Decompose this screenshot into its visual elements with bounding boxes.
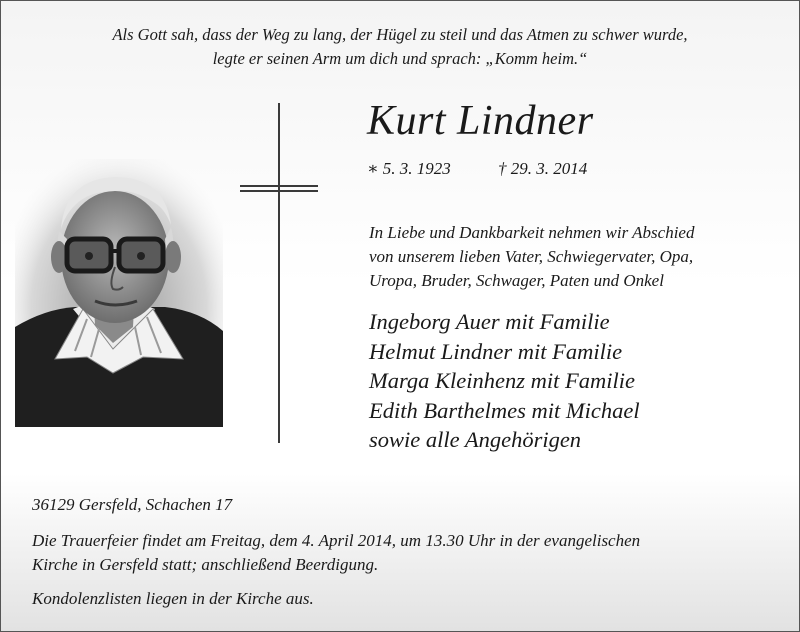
quote-line: Als Gott sah, dass der Weg zu lang, der Hügel zu steil und das Atmen zu schwer wurde,	[112, 25, 688, 44]
mourners-list	[369, 307, 640, 455]
cross-horizontal-bar	[240, 190, 318, 192]
mourner-entry: Marga Kleinhenz mit Familie	[369, 368, 636, 393]
portrait-photo	[15, 159, 223, 427]
service-line: Die Trauerfeier findet am Freitag, dem 4. April 2014, um 13.30 Uhr in der evangelischen	[32, 531, 641, 550]
mourner-entry: sowie alle Angehörigen	[369, 427, 582, 452]
deceased-name: Kurt Lindner	[367, 98, 594, 144]
farewell-text	[369, 221, 694, 293]
farewell-line: Uropa, Bruder, Schwager, Paten und Onkel	[369, 271, 664, 290]
opening-quote	[1, 23, 799, 71]
mourner-entry: Edith Barthelmes mit Michael	[369, 397, 640, 423]
family-address: 36129 Gersfeld, Schachen 17	[32, 495, 233, 514]
mourner-entry: Helmut Lindner mit Familie	[369, 338, 623, 364]
farewell-line: In Liebe und Dankbarkeit nehmen wir Abschied	[369, 223, 695, 242]
quote-line: legte er seinen Arm um dich und sprach: „Komm heim.“	[212, 49, 588, 68]
birth-date: ∗ 5. 3. 1923	[367, 159, 451, 178]
cross-horizontal-bar	[240, 185, 318, 187]
mourner-entry: Ingeborg Auer mit Familie	[369, 309, 610, 334]
funeral-service-info	[32, 529, 640, 577]
cross-vertical-bar	[278, 103, 280, 443]
service-line: Kirche in Gersfeld statt; anschließend Beerdigung.	[32, 555, 379, 574]
farewell-line: von unserem lieben Vater, Schwiegervater, Opa,	[369, 247, 694, 266]
death-date: † 29. 3. 2014	[498, 159, 588, 178]
condolence-note: Kondolenzlisten liegen in der Kirche aus.	[32, 589, 314, 608]
